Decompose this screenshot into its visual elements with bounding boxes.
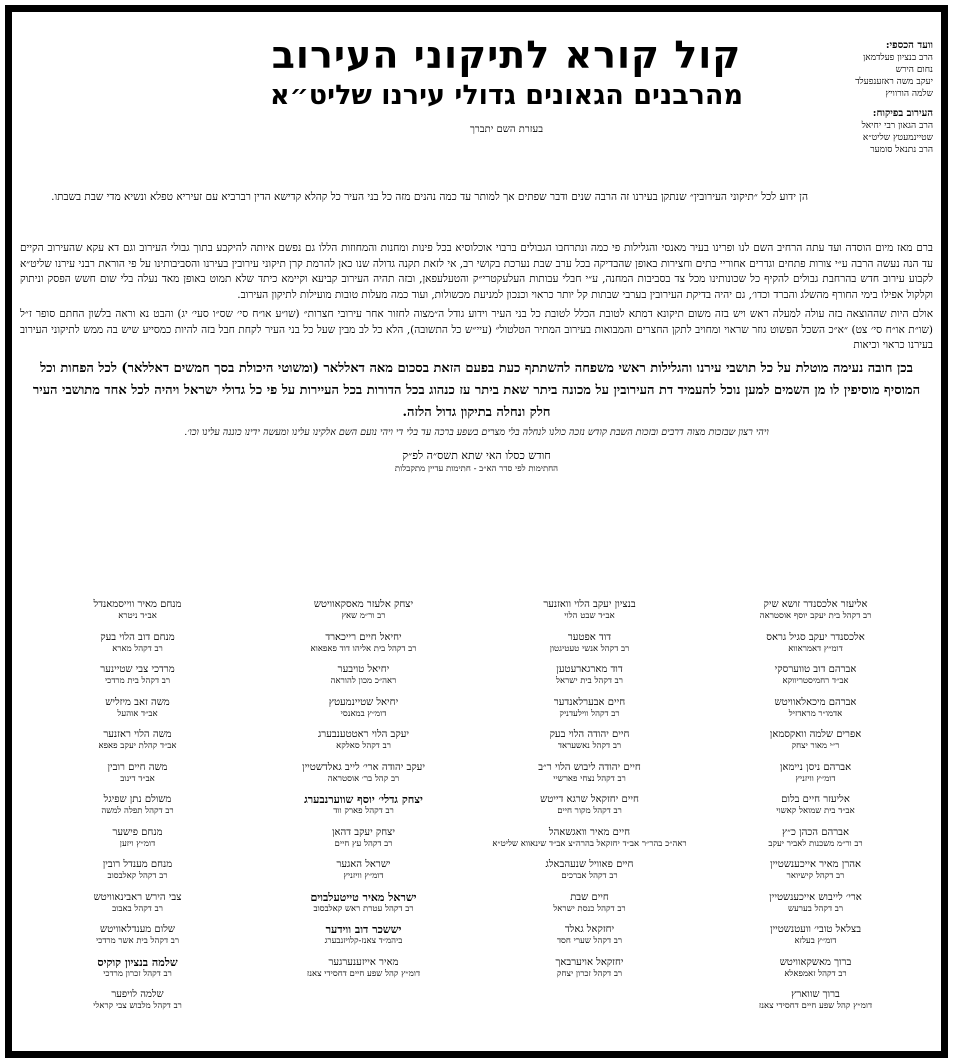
signature bbox=[708, 923, 923, 956]
signature bbox=[30, 826, 245, 859]
signatory-role: רב דקהל אברכים bbox=[561, 871, 618, 881]
signatory-name: צבי הירש ראבינאוויטש bbox=[93, 891, 182, 903]
signature bbox=[482, 891, 697, 924]
subtitle: מהרבנים הגאונים גדולי עירנו שליט״א bbox=[269, 80, 743, 111]
signatory-name: ארי׳ לייבוש אייכענשטיין bbox=[769, 891, 862, 903]
signatory-name: אפרים שלמה וואקסמאן bbox=[769, 729, 862, 740]
signatory-role: רב דקהל מארא bbox=[112, 643, 163, 654]
signature bbox=[708, 858, 923, 891]
signatory-name: יחיאל שטיינמעטץ bbox=[328, 696, 399, 708]
signatory-name: שלמה בנציון קוקיס bbox=[97, 955, 178, 969]
signature bbox=[708, 826, 923, 859]
signature bbox=[256, 761, 471, 794]
committee-member: שלמה הורוויץ bbox=[885, 89, 933, 99]
signatory-name: יחזקאל גאלד bbox=[564, 924, 615, 935]
signatory-role: רב דקהל תפלה למשה bbox=[101, 806, 174, 816]
signatory-role: ראה״כ מכון להוראה bbox=[330, 676, 397, 686]
signatory-role: רב דקהל בערעש bbox=[787, 903, 844, 914]
signatory-name: ישראל מאיר טייטעלבוים bbox=[310, 890, 417, 904]
signature bbox=[482, 956, 697, 989]
paragraph-obligation: אולם היות שההוצאה בזה עולה למעלה ראש ויש בזה משום תיקונא דמתא לטובת הכלל לטובת כל בני העיר וידוע גודל ה״מצוה לחזור אחר עירובי חצרות״ (שו״ע או״ח סי׳ שס״ו סעי׳ יג) והבט נא וראה בלשון החתם סופר ז״ל (שו״ת או״ח סי׳ צט) ״א״כ השכל הפשוט גוזר שראוי ומחויב לתקן החצרים והמבואות בעירוב המתיר הטלטול״ (עיי״ש כל התשובה), הלא כל לב מבין שעל כל בני העיר לקחת חבל בזה להיות כמסייע שיש בה ממש לתיקוני העירוב בעירנו כראוי וכיאות bbox=[20, 308, 933, 351]
signature bbox=[708, 631, 923, 664]
signatory-role: דומ״ץ וויזניץ bbox=[795, 773, 836, 784]
signatory-name: יחזקאל אויערבאך bbox=[555, 956, 624, 968]
signatory-name: משה זאב מיזליש bbox=[105, 696, 170, 708]
signatory-role: אב״ד ניטרא bbox=[118, 611, 157, 621]
signature bbox=[482, 826, 697, 859]
signature bbox=[30, 663, 245, 696]
signatory-role: רב דקהל עטרת ראש קאלבסוב bbox=[313, 903, 414, 914]
signatory-role: רב דקהל נאשעראד bbox=[557, 741, 622, 751]
signatory-name: יחיאל חיים רייכארד bbox=[325, 631, 402, 643]
signatory-name: מנחם מענדל רובין bbox=[102, 859, 173, 870]
signatory-name: ברוך שווארץ bbox=[791, 989, 840, 1000]
finance-committee-header: וועד הכספי: bbox=[885, 40, 933, 51]
signatory-role: רב דקהל מקור חיים bbox=[557, 806, 622, 816]
signature bbox=[708, 728, 923, 761]
signatory-role: אב״ד רחמיסטריווקא bbox=[782, 676, 849, 686]
signature-column bbox=[708, 598, 923, 1038]
body-text bbox=[20, 241, 933, 474]
closing-blessing: ויהי רצון שבזכות מצוה דרבים ובזכות השבת קודש נזכה כולנו לנחלה בלי מצרים בשפע ברכה עד בלי די ויהי נועם השם אלקינו עלינו ומעשה ידינו כוננה עלינו וכו׳. bbox=[184, 426, 769, 438]
signatory-role: רב דקהל סאלקא bbox=[336, 741, 391, 751]
signature bbox=[482, 728, 697, 761]
signatory-name: מנחם מאיר ווייסמאנדל bbox=[93, 599, 182, 610]
supervision-list bbox=[823, 120, 933, 156]
signatory-name: יחיאל טויבער bbox=[337, 664, 390, 675]
signatory-name: דוד מארגארעטען bbox=[556, 664, 623, 675]
signature bbox=[256, 891, 471, 924]
signatory-name: חיים אבערלאנדער bbox=[553, 696, 626, 708]
signatory-name: יעקב הלוי ראטטענבערג bbox=[317, 729, 409, 740]
signature bbox=[30, 696, 245, 729]
signature bbox=[708, 891, 923, 924]
committee-box bbox=[823, 40, 933, 156]
date-line: חודש כסלו האי שתא תשס״ה לפ״ק bbox=[402, 448, 551, 462]
signatory-name: ברוך מאשקאוויטש bbox=[779, 956, 852, 968]
signatory-name: אברהם הכהן כ״ץ bbox=[782, 826, 849, 838]
signatory-name: אהרן מאיר אייכענשטיין bbox=[770, 859, 861, 870]
signatory-role: דומ״ץ בעלזא bbox=[794, 936, 837, 946]
signature bbox=[482, 858, 697, 891]
signature-column bbox=[30, 598, 245, 1038]
signatory-role: דומ״ץ קהל שפע חיים דחסידי צאנז bbox=[758, 1001, 873, 1011]
signatory-role: ביהמ״ד צאנז-קלויזנבערג bbox=[324, 936, 403, 946]
page-border bbox=[5, 5, 948, 1058]
signatory-role: רב דקהל זכרון יצחק bbox=[556, 968, 623, 979]
signatory-role: רב ור״מ משכנות לאביר יעקב bbox=[768, 838, 863, 849]
signatory-name: בנציון יעקב הלוי וואזנער bbox=[543, 599, 636, 610]
signatory-role: רב דקהל בית אליהו דוד פאפאוא bbox=[310, 643, 417, 654]
signature bbox=[256, 598, 471, 631]
signatory-role: רב דקהל נצחי פארשיי bbox=[553, 773, 626, 784]
signatory-role: רב דקהל עץ חיים bbox=[334, 838, 393, 849]
signature bbox=[30, 631, 245, 664]
committee-member: יעקב משה ראזענפעלד bbox=[855, 77, 933, 87]
signature bbox=[256, 858, 471, 891]
signature bbox=[482, 598, 697, 631]
signatory-name: יששכר דוב ווידער bbox=[325, 923, 402, 936]
committee-member: הרב נתנאל סומער bbox=[870, 145, 933, 155]
signature bbox=[256, 923, 471, 956]
signatory-name: אלכסנדר יעקב סגיל גראס bbox=[766, 631, 865, 643]
signature bbox=[30, 858, 245, 891]
signatory-name: מנחם דוב הלוי בעק bbox=[100, 631, 175, 643]
signature bbox=[482, 663, 697, 696]
signature bbox=[482, 631, 697, 664]
signatory-role: רב דקהל בית ישראל bbox=[556, 676, 623, 686]
signature bbox=[256, 663, 471, 696]
signatory-name: בצלאל טובי׳ וועטנשטיין bbox=[769, 924, 862, 935]
committee-member: נחום הירש bbox=[895, 65, 933, 75]
header-area bbox=[20, 20, 933, 195]
signatory-name: יצחק אלעזר מאסקאוויטש bbox=[313, 599, 414, 610]
signatory-role: רב דקהל מלבוש צבי קראלי bbox=[93, 1001, 182, 1011]
title-block bbox=[205, 32, 808, 135]
signatory-name: שלום מענדלאוויטש bbox=[100, 924, 175, 935]
signatory-role: רב קהל בר׳ אוסטראה bbox=[327, 773, 400, 784]
signatory-role: דומ״ץ דאמראווא bbox=[788, 643, 843, 654]
signature bbox=[708, 598, 923, 631]
signatory-name: אברהם מיכאלאוויטש bbox=[774, 696, 857, 708]
signatory-role: רב דקהל קישיואר bbox=[786, 871, 845, 881]
supervision-header: העירוב בפיקוח: bbox=[872, 108, 933, 119]
signatory-role: רב דקהל ווילעדניק bbox=[559, 708, 620, 719]
signature bbox=[482, 923, 697, 956]
signatory-role: רב דקהל זכרון מרדכי bbox=[103, 968, 172, 979]
signatory-role: רב דקהל כנסת ישראל bbox=[553, 903, 626, 914]
signature bbox=[256, 826, 471, 859]
signatory-name: יעקב יהודה ארי׳ לייב גאלדשטיין bbox=[302, 761, 425, 773]
signatory-name: יצחק גדלי׳ יוסף שווערנבערג bbox=[304, 793, 423, 806]
signatory-role: רב דקהל פארק ווד bbox=[333, 806, 394, 816]
signatory-name: משולם נתן שפיגל bbox=[103, 794, 172, 805]
signatory-name: יצחק יעקב דהאן bbox=[331, 826, 396, 838]
signatory-name: דוד אפטער bbox=[567, 631, 612, 643]
signature bbox=[708, 988, 923, 1021]
signatory-name: חיים יחזקאל שרגא דייטש bbox=[540, 794, 639, 805]
signature bbox=[708, 663, 923, 696]
signatory-name: חיים יהודה ליבוש הלוי ר״ב bbox=[538, 761, 641, 773]
signatory-role: ר״י מאור יצחק bbox=[791, 741, 840, 751]
signatory-name: אברהם ניסן ניימאן bbox=[779, 761, 852, 773]
signatory-name: משה הלוי ראזנער bbox=[103, 729, 172, 740]
signatory-name: אליעזר חיים בלום bbox=[781, 794, 850, 805]
signatory-name: מרדכי צבי שטיינער bbox=[100, 664, 175, 675]
committee-member: הרב בנציון פעלדמאן bbox=[863, 53, 933, 63]
signatory-role: אב״ד בית שמואל קאשוי bbox=[776, 806, 855, 816]
signature bbox=[256, 728, 471, 761]
signatory-name: שלמה לויפער bbox=[111, 989, 164, 1000]
signatory-role: אב״ד אוהעל bbox=[117, 708, 158, 719]
finance-committee-list bbox=[823, 52, 933, 100]
signature bbox=[708, 761, 923, 794]
signatory-role: דומ״ץ ויזען bbox=[119, 838, 156, 849]
signatory-name: חיים פאוויל שנעהבאלג bbox=[545, 859, 634, 870]
signature bbox=[482, 761, 697, 794]
signatory-role: רב דקהל שערי חסד bbox=[556, 936, 623, 946]
signatory-role: אדמו״ר מראדזיל bbox=[788, 708, 843, 719]
signatory-role: אב״ד דינוב bbox=[120, 773, 155, 784]
signature bbox=[30, 956, 245, 989]
signature bbox=[30, 728, 245, 761]
signature bbox=[30, 923, 245, 956]
signatory-name: מאיר אייזענערגער bbox=[328, 956, 399, 968]
committee-member: הרב הגאון רבי יחיאל bbox=[861, 121, 933, 131]
donation-appeal: בכן חובה נעימה מוטלת על כל תושבי עירנו והגלילות ראשי משפחה להשתתף כעת בפעם הזאת בסכום מאה דאללאר (ומשוטי היכולת בסך חמשים דאללאר) לכל הפחות וכל המוסיף מוסיפין לו מן השמים למען נוכל להעמיד דת העירובין על מכונה ביתר שאת ביתר עז כנהוג בכל הדורות בכל העיירות על פי כל גדולי ישראל ויהיה לכל אחד מתושבי העיר חלק ונחלה בתיקון גדול הלזה. bbox=[32, 360, 921, 420]
committee-member: שטיינמעטץ שליט״א bbox=[862, 133, 933, 143]
signature bbox=[30, 793, 245, 826]
main-title: קול קורא לתיקוני העירוב bbox=[271, 33, 742, 77]
b-ezrat-hashem: בעזרת השם יתברך bbox=[469, 124, 544, 135]
signature bbox=[708, 956, 923, 989]
signature bbox=[30, 761, 245, 794]
signature bbox=[30, 598, 245, 631]
signature bbox=[708, 793, 923, 826]
intro-paragraph: הן ידוע לכל ״תיקוני העירובין״ שנתקן בעירנו זה הרבה שנים ודבר שפתים אך למותר עד כמה נהנים מזה כל בני העיר כל קהלא קדישא הדין רברביא עם זעיריא טפלא ונשיא מדי שבת בשבתו. bbox=[51, 191, 808, 203]
signatory-name: משה חיים רובין bbox=[107, 761, 168, 773]
signatory-role: רב דקהל זאמפאלא bbox=[784, 968, 847, 979]
signature bbox=[30, 988, 245, 1021]
signatory-name: חיים שבת bbox=[570, 891, 609, 903]
signatory-name: אברהם דוב טווערסקי bbox=[774, 664, 857, 675]
signature bbox=[482, 696, 697, 729]
signatures-area bbox=[30, 598, 923, 1038]
signature bbox=[30, 891, 245, 924]
signatory-role: רב דקהל בית יעקב יוסף אוסטראה bbox=[759, 611, 872, 621]
signatory-role: אב״ד שבט הלוי bbox=[564, 611, 615, 621]
signatory-role: ראה״כ בהר״ר אב״ד יחזקאל בהרה״צ אב״ד שינאווא שליט״א bbox=[492, 838, 687, 849]
signature-order-note: החתימות לפי סדר הא״ב - חתימות עדיין מתקבלות bbox=[394, 463, 559, 474]
signatory-role: רב דקהל קאלבסוב bbox=[107, 871, 168, 881]
signature bbox=[256, 793, 471, 826]
signatory-name: אליעזר אלכסנדר זושא שיק bbox=[763, 599, 868, 610]
signatory-role: רב דקהל בית מרדכי bbox=[104, 676, 171, 686]
signatory-role: רב דקהל אנשי טעטיגטון bbox=[549, 643, 630, 654]
signatory-name: חיים יהודה הלוי בעק bbox=[549, 729, 630, 740]
signatory-role: דומ״ץ קהל שפע חיים דחסידי צאנז bbox=[306, 968, 421, 979]
signatory-name: מנחם פישער bbox=[112, 826, 163, 838]
signature-column bbox=[256, 598, 471, 1038]
signatory-name: חיים מאיר וואגשאהל bbox=[548, 826, 631, 838]
signatory-role: רב דקהל באבוב bbox=[112, 903, 163, 914]
signature-column bbox=[482, 598, 697, 1038]
signatory-name: ישראל האגער bbox=[336, 859, 391, 870]
signatory-role: דומ״ץ וויזניץ bbox=[343, 871, 384, 881]
signatory-role: דומ״ץ במאנסי bbox=[340, 708, 387, 719]
signature bbox=[708, 696, 923, 729]
signature bbox=[482, 793, 697, 826]
signature bbox=[256, 956, 471, 989]
notice-page bbox=[20, 20, 933, 1043]
signature bbox=[256, 631, 471, 664]
signature bbox=[256, 696, 471, 729]
paragraph-expansion: ברם מאז מיום הוסדה ועד עתה הרחיב השם לנו ופרינו בעיר מאנסי והגלילות פי כמה ונתרחבו הגבולים ברבוי אוכלוסיא בכל פינות ומחנות והמחוזות הללו גם נפשם איותה להיקבע בתוך גבולי העירוב וגם דא עקא שהעירוב הקיים עד הנה נעשה הרבה ע״י צורות פתחים וגדרים אחוריי בתים וחצירות באופן שהבדיקה בכל ערב שבת נערכת בקושי רב, אי לזאת תקנה גדולה שנו כאן להרמת קרן תיקוני עירובין בעירנו והסביבותינו על פי הוראת רבני עירנו שליט״א לקבוע עירוב חדש בהרחבת גבולים להקיף כל שכונותינו מכל צד בסביבות המחנה, ע״י חבלי עבותות העלעקטרי״ק והטעלעפאן, ובזה תהיה העירוב קביעא וקיימא כיתד שלא תמוט באופן מאד נעלה בלי שום חשש הפסק וניתוק וקלקול אפילו בימי החורף מהשלג והברד וכדו׳, גם יהיה בדיקת העירובין בערבי שבתות קל יותר כראוי וכנכון למניעת מכשולות, ועוד כמה מעלות טובות מועילות לתיקון העירוב. bbox=[20, 242, 933, 301]
signatory-role: רב ור״מ שאץ bbox=[341, 611, 386, 621]
signatory-role: רב דקהל בית אשר מרדכי bbox=[95, 936, 180, 946]
signatory-role: אב״ד קהלת יעקב פאפא bbox=[98, 741, 177, 751]
